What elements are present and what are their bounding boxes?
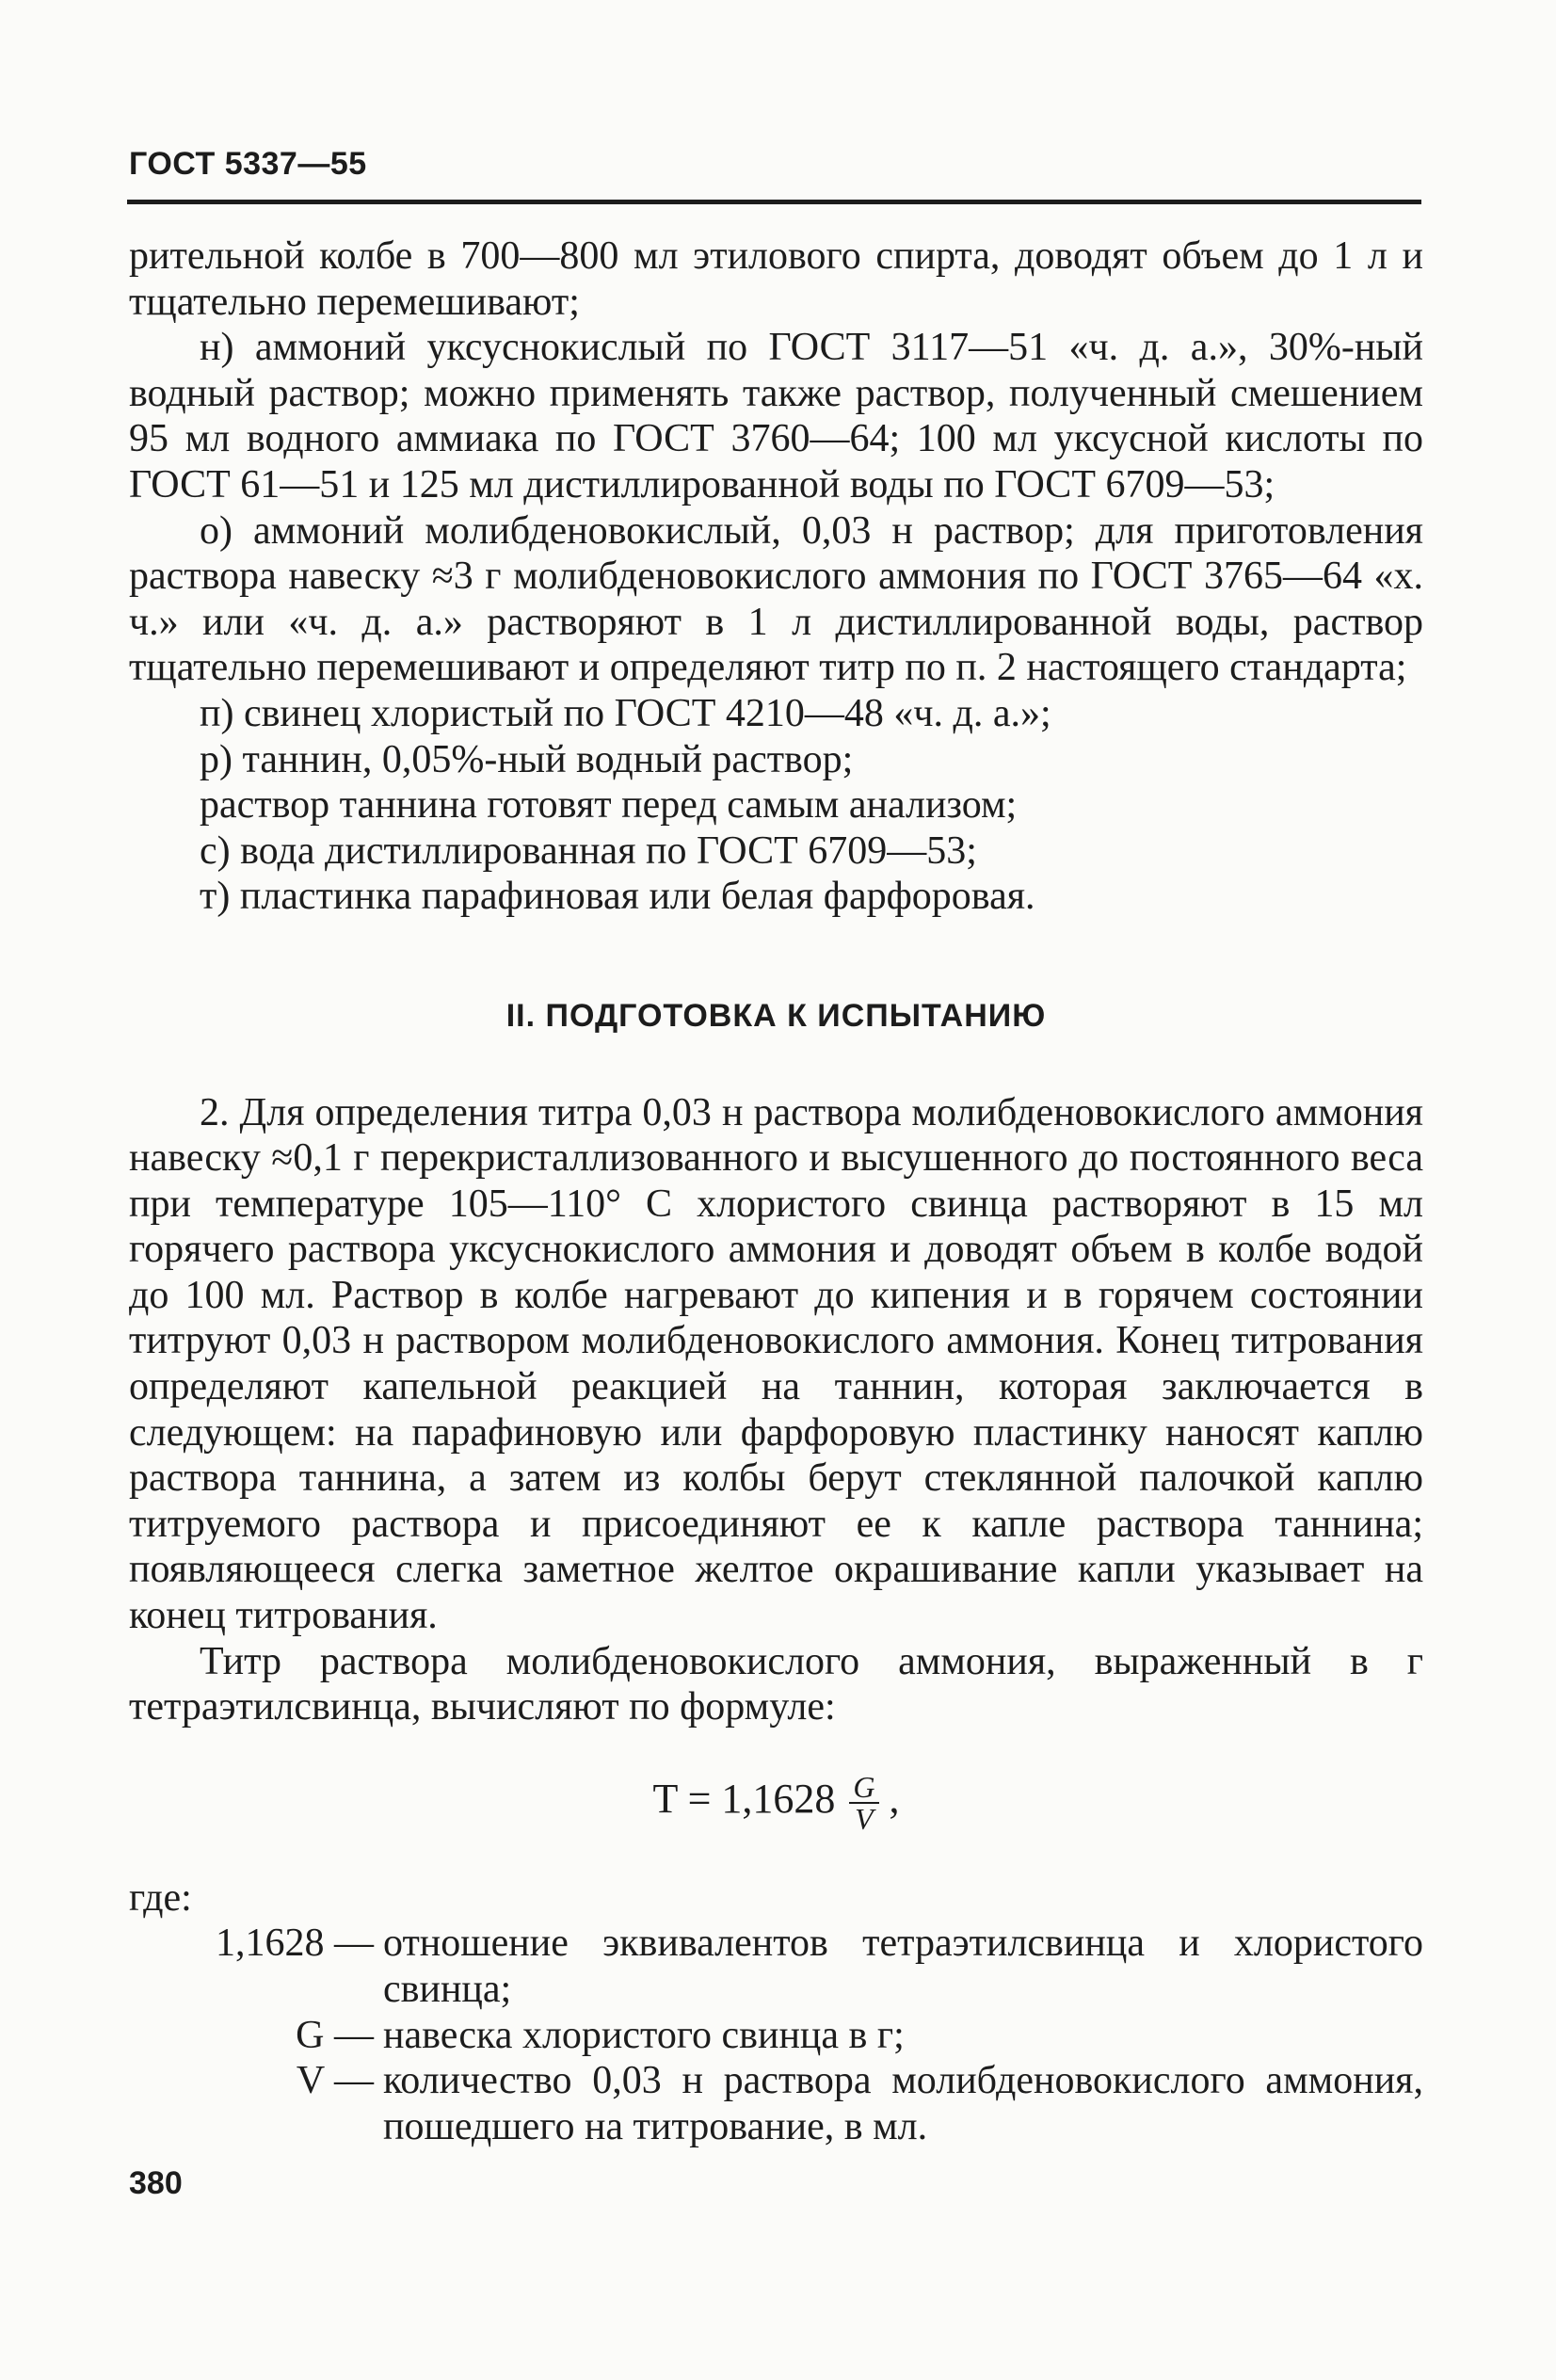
- page-number: 380: [129, 2165, 183, 2201]
- section-title: II. ПОДГОТОВКА К ИСПЫТАНИЮ: [505, 997, 1047, 1034]
- page-content: [129, 233, 1423, 2149]
- paragraph-continued: рительной колбе в 700—800 мл этилового спирта, доводят объем до 1 л и тщательно перемешивают;: [129, 234, 1423, 324]
- formula-fraction: [849, 1769, 878, 1836]
- formula-numerator: G: [849, 1772, 878, 1804]
- paragraph-titr: Титр раствора молибденовокислого аммония, выраженный в г тетраэтилсвинца, вычисляют по формуле:: [129, 1639, 1423, 1729]
- formula-denominator: V: [855, 1801, 874, 1836]
- document-header: ГОСТ 5337—55: [129, 146, 367, 182]
- formula: [129, 1769, 1423, 1836]
- definition-term: 1,1628 —: [216, 1922, 374, 1966]
- where-label: где:: [129, 1875, 192, 1920]
- definition-term: G —: [296, 2013, 374, 2057]
- list-item-t: т) пластинка парафиновая или белая фарфоровая.: [200, 875, 1035, 919]
- list-item-r: р) таннин, 0,05%-ный водный раствор;: [200, 737, 854, 781]
- definition-row: [129, 2013, 1423, 2059]
- definition-row: [129, 1921, 1423, 2012]
- list-item-s: с) вода дистиллированная по ГОСТ 6709—53;: [200, 828, 977, 873]
- header-rule: [127, 200, 1421, 204]
- definition-term: V —: [296, 2059, 374, 2103]
- formula-tail: ,: [889, 1775, 900, 1822]
- list-item-o: о) аммоний молибденовокислый, 0,03 н раствор; для приготовления раствора навеску ≈3 г молибденовокислого аммония по ГОСТ 3765—64 «х. ч.» или «ч. д. а.» растворяют в 1 л дистиллированной воды, раствор тщательно перемешивают и определяют титр по п. 2 настоящего стандарта;: [129, 508, 1423, 690]
- list-item-r-note: раствор таннина готовят перед самым анализом;: [200, 783, 1018, 828]
- list-item-p: п) свинец хлористый по ГОСТ 4210—48 «ч. д. а.»;: [200, 691, 1051, 735]
- list-item-n: н) аммоний уксуснокислый по ГОСТ 3117—51 «ч. д. а.», 30%-ный водный раствор; можно применять также раствор, полученный смешением 95 мл водного аммиака по ГОСТ 3760—64; 100 мл уксусной кислоты по ГОСТ 61—51 и 125 мл дистиллированной воды по ГОСТ 6709—53;: [129, 326, 1423, 507]
- definition-desc: отношение эквивалентов тетраэтилсвинца и хлористого свинца;: [383, 1922, 1423, 2011]
- definition-desc: навеска хлористого свинца в г;: [383, 2013, 905, 2057]
- formula-lhs: T = 1,1628: [652, 1775, 836, 1822]
- paragraph-2: 2. Для определения титра 0,03 н раствора молибденовокислого аммония навеску ≈0,1 г перекристаллизованного и высушенного до постоянного веса при температуре 105—110° С хлористого свинца растворяют в 15 мл горячего раствора уксуснокислого аммония и доводят объем в колбе водой до 100 мл. Раствор в колбе нагревают до кипения и в горячем состоянии титруют 0,03 н раствором молибденовокислого аммония. Конец титрования определяют капельной реакцией на таннин, которая заключается в следующем: на парафиновую или фарфоровую пластинку наносят каплю раствора таннина, а затем из колбы берут стеклянной палочкой каплю титруемого раствора и присоединяют ее к капле раствора таннина; появляющееся слегка заметное желтое окрашивание капли указывает на конец титрования.: [129, 1090, 1423, 1638]
- definition-desc: количество 0,03 н раствора молибденовокислого аммония, пошедшего на титрование, в мл.: [383, 2059, 1423, 2148]
- definition-row: [129, 2058, 1423, 2149]
